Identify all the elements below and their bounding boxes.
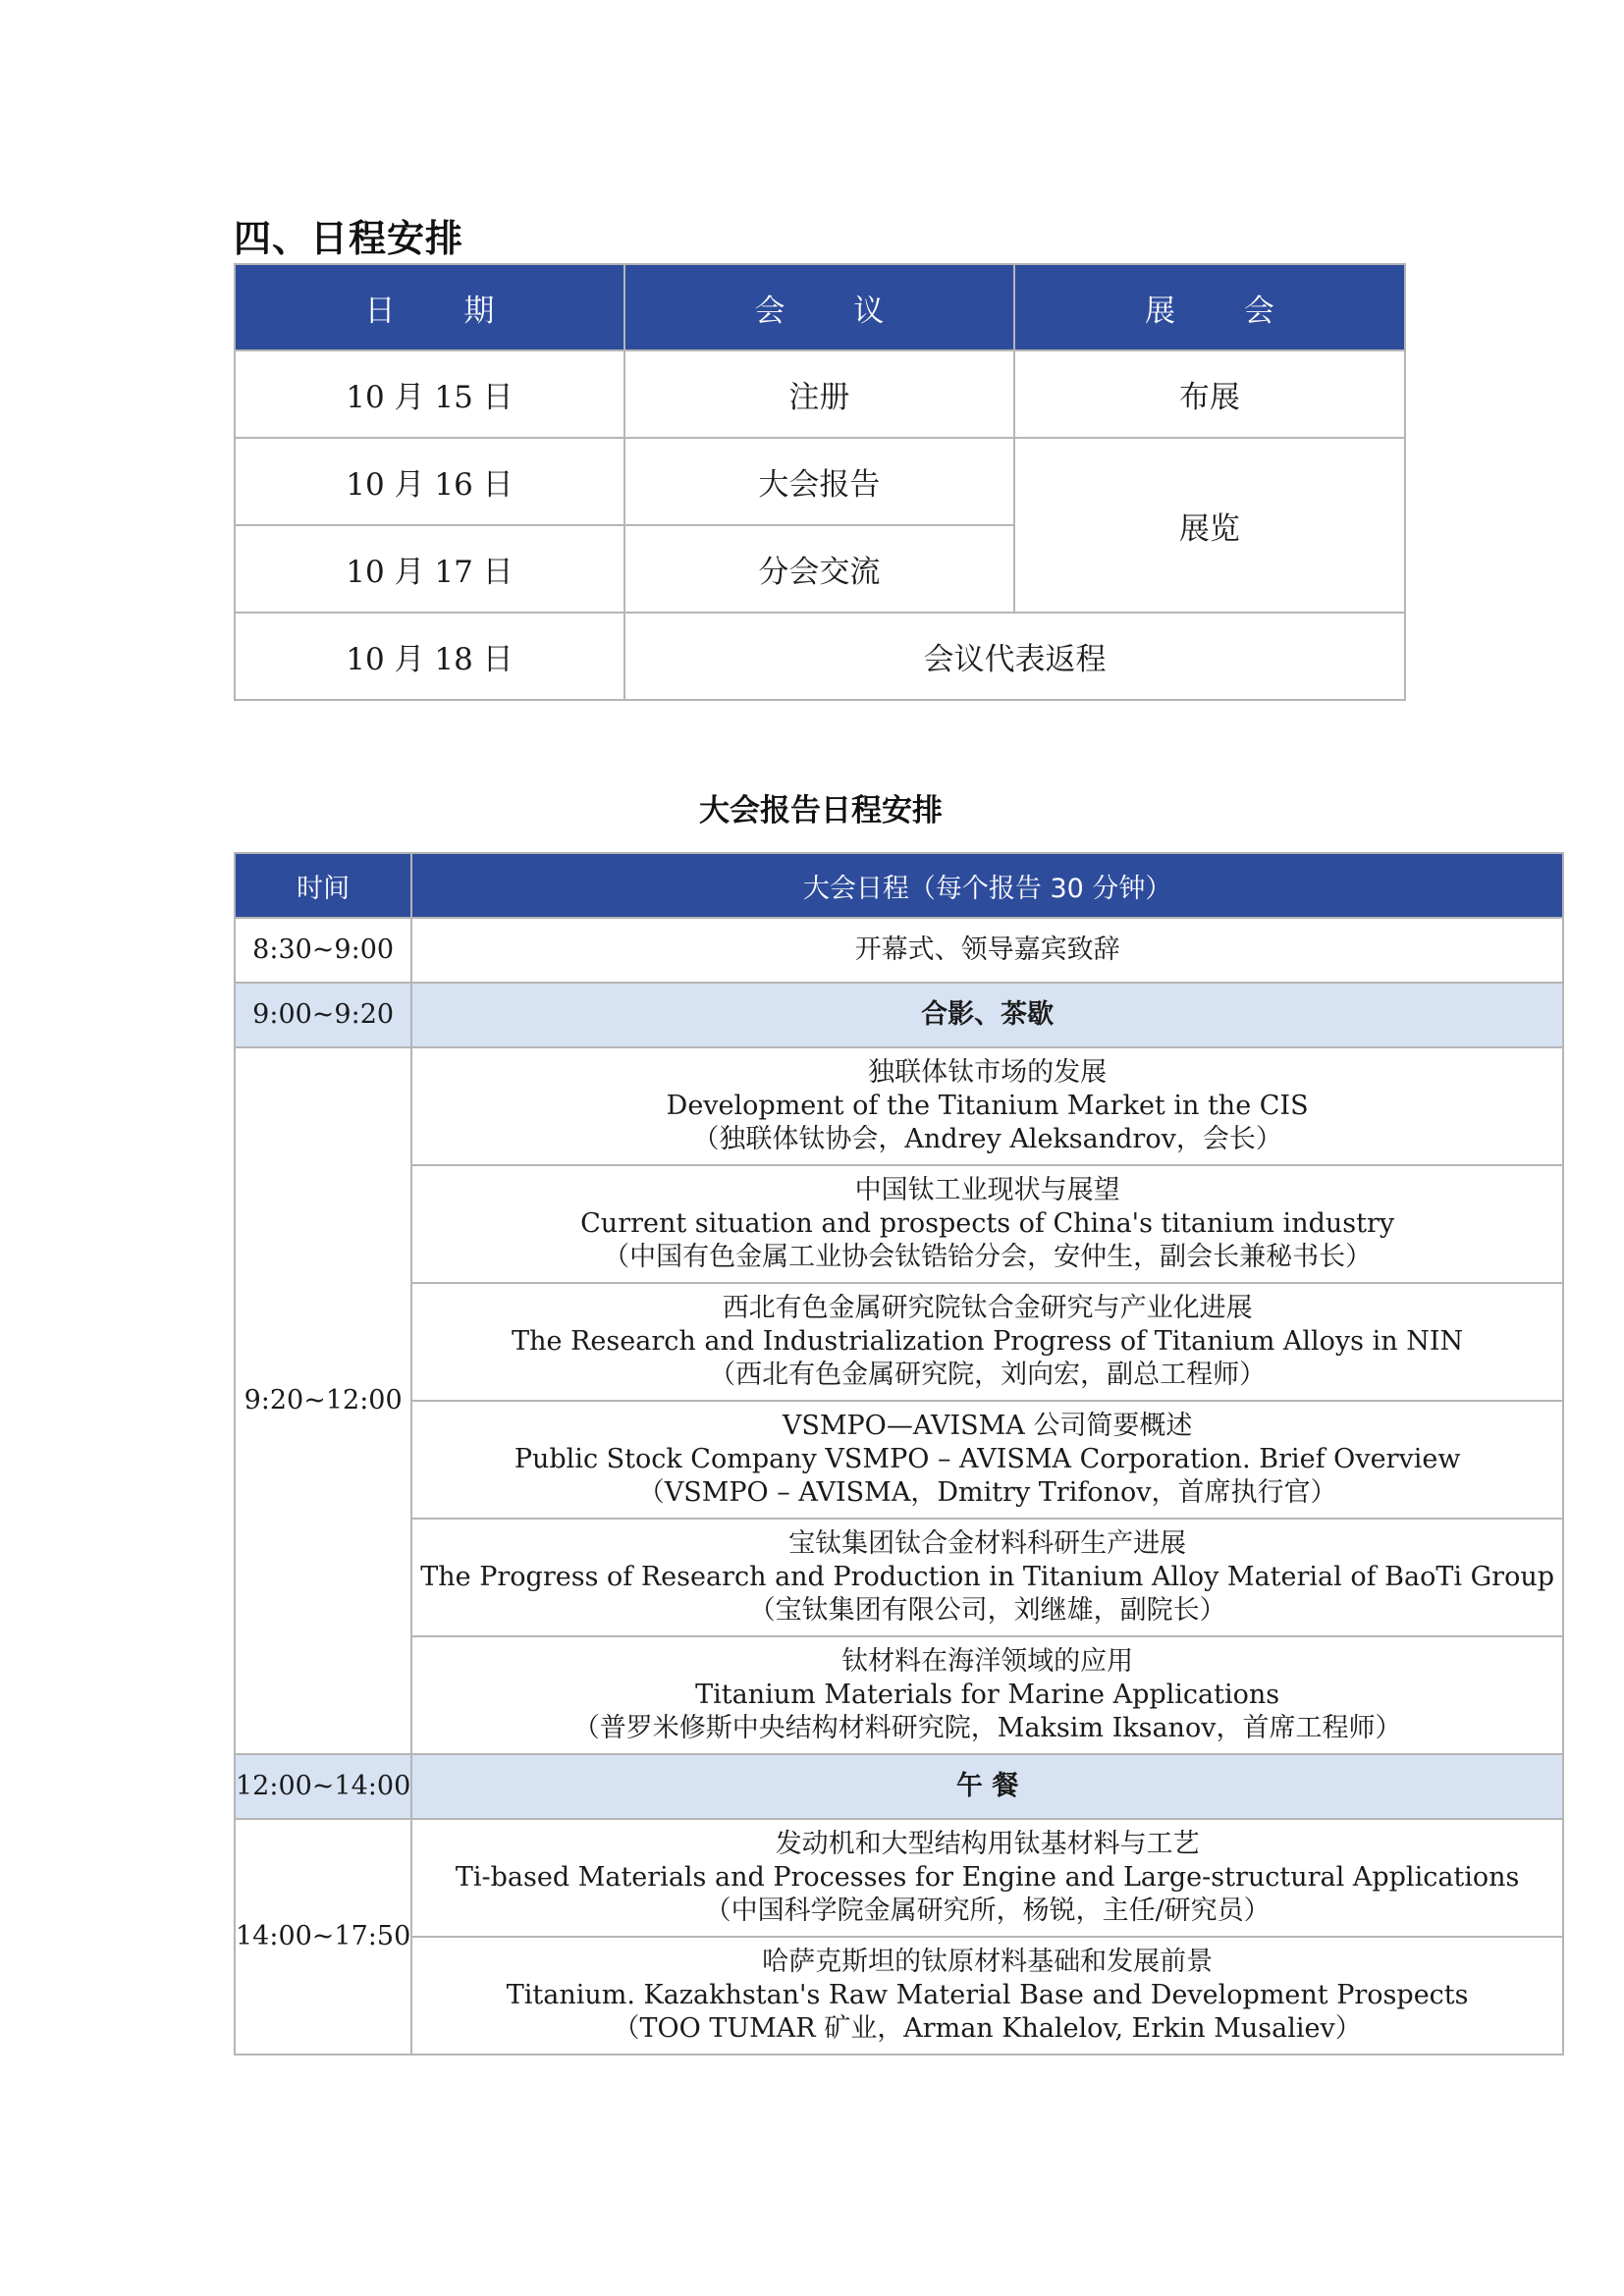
talk-title-cn: 独联体钛市场的发展 (868, 1057, 1108, 1088)
talk-speaker: （VSMPO – AVISMA，Dmitry Trifonov，首席执行官） (637, 1477, 1337, 1508)
talk-title-cn: 宝钛集团钛合金材料科研生产进展 (788, 1528, 1187, 1559)
talk-cell (411, 1047, 1563, 1165)
agenda-cell: 合影、茶歇 (411, 983, 1563, 1047)
combined-cell: 会议代表返程 (624, 613, 1405, 700)
agenda-cell: 午 餐 (411, 1754, 1563, 1819)
talk-title-en: Titanium. Kazakhstan's Raw Material Base and Development Prospects (506, 1980, 1469, 2010)
time-cell: 14:00~17:50 (235, 1819, 411, 2055)
talk-speaker: （西北有色金属研究院，刘向宏，副总工程师） (709, 1360, 1267, 1390)
header-time: 时间 (235, 853, 411, 918)
talk-cell (411, 1283, 1563, 1401)
talk-speaker: （独联体钛协会，Andrey Aleksandrov，会长） (692, 1124, 1282, 1154)
date-cell: 10 月 18 日 (235, 613, 624, 700)
plenary-title: 大会报告日程安排 (699, 793, 943, 828)
schedule-row (235, 613, 1405, 700)
talk-speaker: （中国科学院金属研究所，杨锐，主任/研究员） (704, 1896, 1271, 1926)
talk-row (235, 1401, 1563, 1519)
talk-title-en: The Research and Industrialization Progress of Titanium Alloys in NIN (512, 1326, 1464, 1357)
header-exhibition: 展 会 (1014, 264, 1405, 350)
schedule-header-row (235, 264, 1405, 350)
plenary-table (234, 852, 1564, 2056)
talk-speaker: （宝钛集团有限公司，刘继雄，副院长） (748, 1595, 1226, 1626)
break-row (235, 983, 1563, 1047)
header-meeting: 会 议 (624, 264, 1014, 350)
date-cell: 10 月 16 日 (235, 438, 624, 525)
talk-title-en: The Progress of Research and Production in Titanium Alloy Material of BaoTi Group (420, 1562, 1555, 1592)
opening-row (235, 918, 1563, 983)
schedule-table (234, 263, 1406, 701)
talk-row (235, 1283, 1563, 1401)
talk-cell (411, 1165, 1563, 1283)
talk-title-cn: 钛材料在海洋领域的应用 (841, 1646, 1134, 1677)
time-cell: 9:20~12:00 (235, 1047, 411, 1754)
date-cell: 10 月 17 日 (235, 525, 624, 613)
meeting-cell: 大会报告 (624, 438, 1014, 525)
section-heading: 四、日程安排 (234, 217, 464, 260)
talk-title-cn: 发动机和大型结构用钛基材料与工艺 (775, 1829, 1200, 1859)
talk-row (235, 1047, 1563, 1165)
talk-row (235, 1819, 1563, 1937)
meeting-cell: 注册 (624, 350, 1014, 438)
exhibition-cell: 布展 (1014, 350, 1405, 438)
talk-title-cn: VSMPO—AVISMA 公司简要概述 (782, 1411, 1193, 1441)
talk-title-cn: 西北有色金属研究院钛合金研究与产业化进展 (722, 1293, 1253, 1323)
talk-row (235, 1165, 1563, 1283)
talk-title-en: Current situation and prospects of China's titanium industry (580, 1208, 1395, 1239)
talk-title-en: Titanium Materials for Marine Applications (695, 1680, 1280, 1710)
schedule-row (235, 438, 1405, 525)
talk-title-en: Ti-based Materials and Processes for Engine and Large-structural Applications (455, 1862, 1520, 1893)
time-cell: 12:00~14:00 (235, 1754, 411, 1819)
header-agenda: 大会日程（每个报告 30 分钟） (411, 853, 1563, 918)
talk-row (235, 1519, 1563, 1636)
talk-cell (411, 1937, 1563, 2055)
talk-title-en: Development of the Titanium Market in the CIS (666, 1091, 1309, 1121)
talk-row (235, 1636, 1563, 1754)
talk-speaker: （TOO TUMAR 矿业，Arman Khalelov, Erkin Musaliev） (613, 2013, 1362, 2044)
talk-speaker: （中国有色金属工业协会钛锆铪分会，安仲生，副会长兼秘书长） (603, 1242, 1373, 1272)
talk-cell (411, 1519, 1563, 1636)
header-date: 日 期 (235, 264, 624, 350)
time-cell: 9:00~9:20 (235, 983, 411, 1047)
time-cell: 8:30~9:00 (235, 918, 411, 983)
meeting-cell: 分会交流 (624, 525, 1014, 613)
lunch-row (235, 1754, 1563, 1819)
talk-title-en: Public Stock Company VSMPO – AVISMA Corporation. Brief Overview (514, 1444, 1461, 1474)
talk-cell (411, 1819, 1563, 1937)
talk-row (235, 1937, 1563, 2055)
talk-title-cn: 中国钛工业现状与展望 (854, 1175, 1120, 1205)
talk-cell (411, 1401, 1563, 1519)
agenda-cell: 开幕式、领导嘉宾致辞 (411, 918, 1563, 983)
talk-title-cn: 哈萨克斯坦的钛原材料基础和发展前景 (762, 1947, 1214, 1977)
talk-speaker: （普罗米修斯中央结构材料研究院，Maksim Iksanov，首席工程师） (572, 1713, 1402, 1743)
date-cell: 10 月 15 日 (235, 350, 624, 438)
talk-cell (411, 1636, 1563, 1754)
exhibition-cell: 展览 (1014, 438, 1405, 613)
plenary-header-row (235, 853, 1563, 918)
schedule-row (235, 350, 1405, 438)
